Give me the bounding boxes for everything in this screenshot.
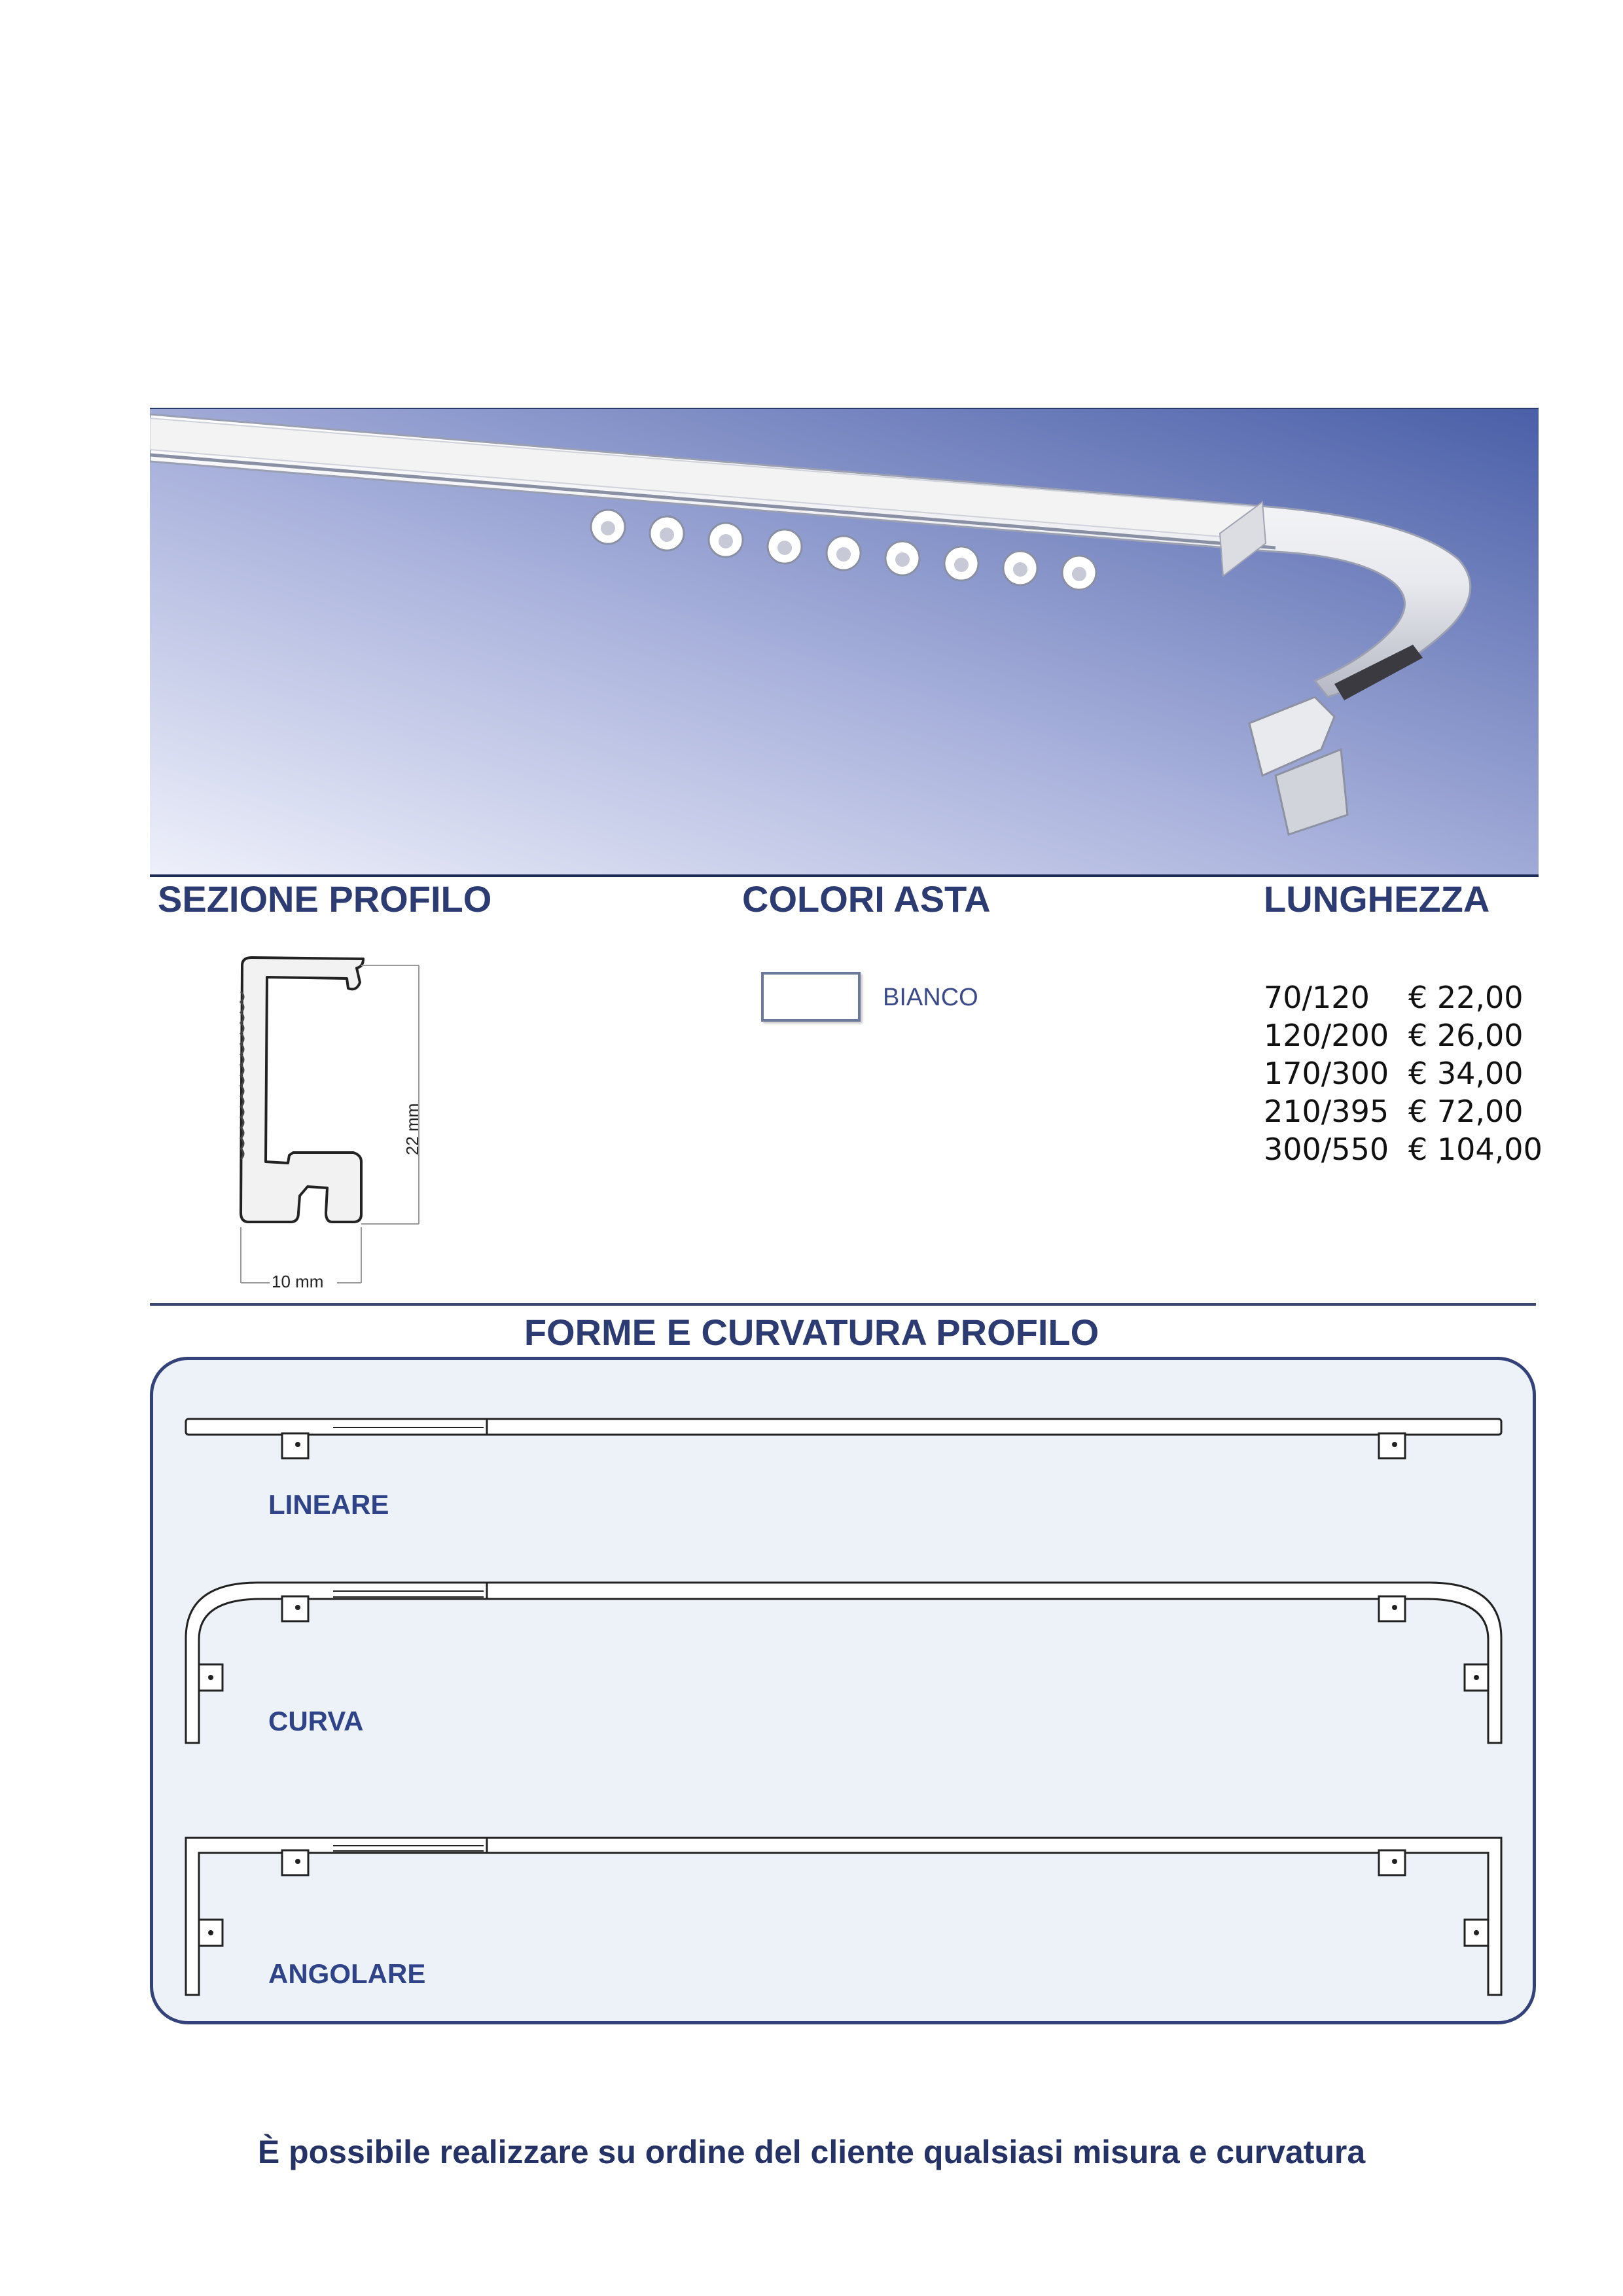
shape-diagrams: [150, 1357, 1536, 2024]
price-row: [1264, 978, 1543, 1016]
profile-section-title: SEZIONE PROFILO: [158, 878, 492, 920]
colors-section-title: COLORI ASTA: [742, 878, 991, 920]
profile-cross-section: [223, 952, 432, 1293]
footer-note: È possibile realizzare su ordine del cliente qualsiasi misura e curvatura: [257, 2134, 1366, 2170]
length-price-list: [1264, 978, 1543, 1168]
length-range: 210/395: [1264, 1094, 1389, 1129]
length-range: 170/300: [1264, 1056, 1389, 1091]
profile-height-label: 22 mm: [402, 1103, 422, 1155]
hero-bottom-rule: [150, 874, 1539, 877]
length-price: € 22,00: [1408, 980, 1524, 1015]
price-row: [1264, 1130, 1543, 1168]
shape-label-angular: ANGOLARE: [268, 1958, 426, 1989]
length-price: € 34,00: [1408, 1056, 1524, 1091]
length-price: € 26,00: [1408, 1018, 1524, 1053]
price-row: [1264, 1016, 1543, 1054]
length-price: € 104,00: [1408, 1132, 1543, 1167]
color-name: BIANCO: [883, 984, 978, 1011]
price-row: [1264, 1054, 1543, 1092]
linear-rail-diagram: [186, 1419, 1501, 1458]
length-range: 300/550: [1264, 1132, 1389, 1167]
profile-width-label: 10 mm: [272, 1272, 324, 1291]
section-divider: [150, 1303, 1536, 1306]
curved-rail-diagram: [186, 1583, 1501, 1743]
length-price: € 72,00: [1408, 1094, 1524, 1129]
shape-label-linear: LINEARE: [268, 1489, 389, 1520]
length-section-title: LUNGHEZZA: [1264, 878, 1490, 920]
color-swatch-white: [761, 972, 861, 1022]
shapes-section-title: FORME E CURVATURA PROFILO: [524, 1312, 1099, 1353]
product-photo: [150, 409, 1539, 875]
price-row: [1264, 1092, 1543, 1130]
length-range: 120/200: [1264, 1018, 1389, 1053]
shape-label-curved: CURVA: [268, 1706, 364, 1736]
length-range: 70/120: [1264, 980, 1370, 1015]
